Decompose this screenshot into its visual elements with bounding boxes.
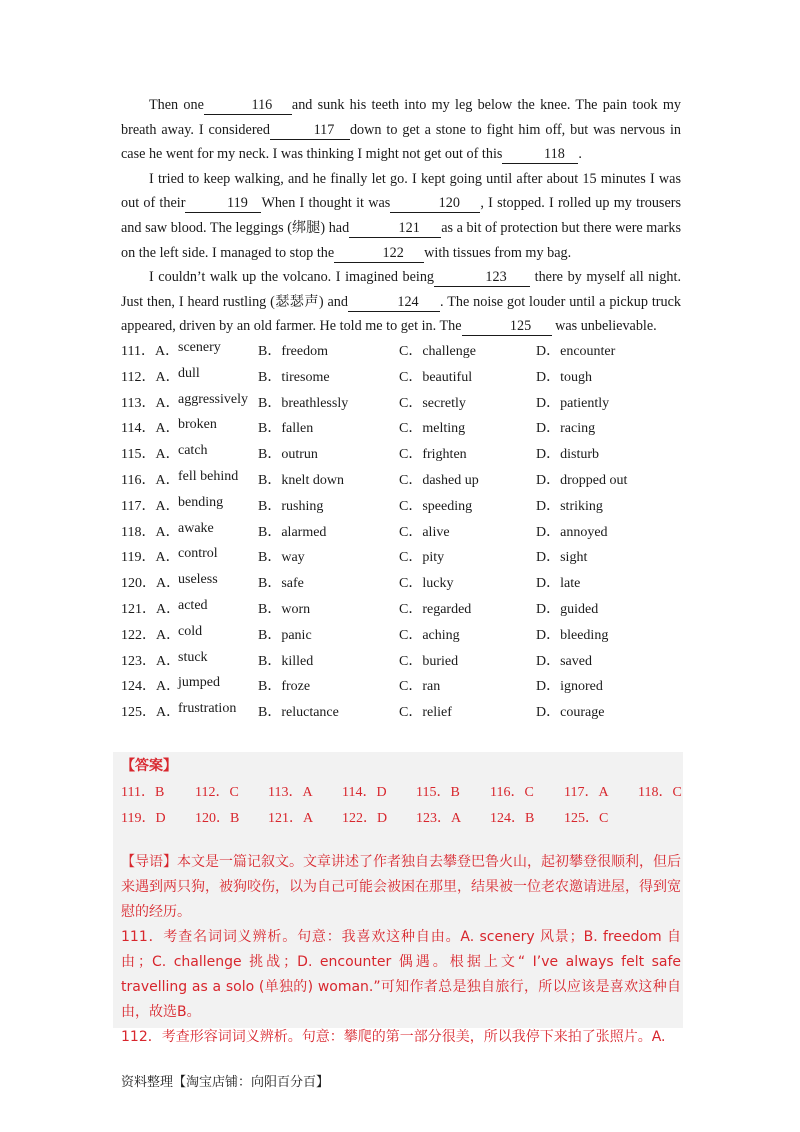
option-b: B．knelt down — [258, 472, 344, 488]
answer-item: 123．A — [416, 811, 462, 826]
option-b: B．panic — [258, 627, 312, 643]
option-b: B．reluctance — [258, 705, 339, 721]
option-a: control — [178, 546, 218, 562]
option-c: C．alive — [399, 524, 450, 540]
text: I tried to keep walking, and he finally let go. I kept going until after about 15 minutes I was out of their — [121, 170, 681, 212]
option-d: D．guided — [536, 601, 599, 617]
cloze-passage — [121, 93, 681, 339]
answer-options — [121, 340, 681, 727]
text: When I thought it was — [261, 195, 391, 212]
option-c: C．speeding — [399, 498, 473, 514]
option-row — [121, 495, 681, 521]
text: with tissues from my bag. — [424, 244, 572, 261]
option-d: D．annoyed — [536, 524, 608, 540]
text: down to get a stone to fight him off, but was nervous in case he went for my neck. I was thinking I might not get out of this — [121, 121, 681, 163]
paragraph-2 — [121, 167, 681, 265]
question-number: 113．A． — [121, 395, 180, 411]
option-c: C．relief — [399, 705, 452, 721]
option-c: C．melting — [399, 421, 466, 437]
answer-item: 116．C — [490, 785, 534, 800]
explanation — [121, 850, 681, 1050]
option-row — [121, 521, 681, 547]
question-number: 123．A． — [121, 653, 181, 669]
option-c: C．frighten — [399, 447, 467, 463]
answer-item: 117．A — [564, 785, 609, 800]
text: and sunk his teeth into my leg below the knee. The pain took my breath away. I considered — [121, 97, 681, 138]
blank-120: 120 — [390, 195, 480, 213]
explanation-112: 112．考查形容词词义辨析。句意：攀爬的第一部分很美，所以我停下来拍了张照片。A. — [121, 1029, 666, 1045]
question-number: 117．A． — [121, 498, 180, 514]
blank-119: 119 — [185, 195, 261, 213]
answer-item: 121．A — [268, 811, 314, 826]
option-d: D．late — [536, 576, 581, 592]
option-row — [121, 675, 681, 701]
option-d: D．racing — [536, 421, 596, 437]
option-row — [121, 701, 681, 727]
option-a: scenery — [178, 340, 221, 355]
option-b: B．fallen — [258, 421, 314, 437]
answer-item: 113．A — [268, 785, 313, 800]
option-a: stuck — [178, 649, 208, 665]
text: , I stopped. I rolled up my trousers and saw blood. The leggings (绑腿) had — [121, 195, 682, 236]
option-d: D．disturb — [536, 447, 599, 463]
question-number: 111．A． — [121, 344, 180, 359]
option-row — [121, 417, 681, 443]
option-d: D．bleeding — [536, 627, 609, 643]
answer-item: 114．D — [342, 785, 387, 800]
option-b: B．worn — [258, 601, 311, 617]
option-b: B．freedom — [258, 344, 328, 359]
blank-118: 118 — [502, 146, 578, 164]
option-d: D．ignored — [536, 679, 603, 695]
option-d: D．patiently — [536, 395, 610, 411]
blank-124: 124 — [348, 294, 440, 312]
text: . — [578, 146, 582, 163]
option-d: D．striking — [536, 498, 603, 514]
option-b: B．breathlessly — [258, 395, 349, 411]
blank-125: 125 — [462, 318, 552, 336]
option-c: C．ran — [399, 679, 441, 695]
option-row — [121, 392, 681, 418]
option-a: cold — [178, 623, 203, 639]
answer-item: 111．B — [121, 785, 165, 800]
blank-121: 121 — [349, 220, 441, 238]
option-b: B．rushing — [258, 498, 324, 514]
answer-item: 115．B — [416, 785, 460, 800]
blank-116: 116 — [204, 97, 292, 115]
option-c: C．regarded — [399, 601, 472, 617]
question-number: 118．A． — [121, 524, 180, 540]
paragraph-1 — [121, 93, 681, 167]
text: was unbelievable. — [555, 318, 657, 335]
answer-title: 【答案】 — [121, 758, 177, 774]
option-b: B．alarmed — [258, 524, 327, 540]
answer-item: 112．C — [195, 785, 239, 800]
footer: 资料整理【淘宝店铺：向阳百分百】 — [121, 1075, 330, 1090]
text: Then one — [149, 97, 204, 113]
option-row — [121, 650, 681, 676]
option-row — [121, 443, 681, 469]
text: I couldn’t walk up the volcano. I imagined being — [149, 269, 435, 286]
option-a: acted — [178, 597, 208, 613]
option-a: dull — [178, 365, 200, 381]
option-b: B．way — [258, 550, 305, 566]
option-a: fell behind — [178, 468, 239, 484]
option-a: useless — [178, 572, 218, 588]
explanation-111: 111．考查名词词义辨析。句意：我喜欢这种自由。A. scenery 风景；B. freedom 自由；C. challenge 挑战；D. encounter 偶遇。根据上文“ I’ve always felt safe travelling as a solo (单独的) woman.”可知作者总是独自旅行，所以应该是喜欢这种自由，故选B。 — [121, 929, 681, 1020]
answer-item: 118．C — [638, 785, 682, 800]
option-c: C．aching — [399, 627, 460, 643]
text: there by myself all night. Just then, I heard rustling (瑟瑟声) and — [121, 269, 682, 310]
option-row — [121, 624, 681, 650]
explanation-intro: 【导语】本文是一篇记叙文。文章讲述了作者独自去攀登巴鲁火山，起初攀登很顺利，但后来遇到两只狗，被狗咬伤，以为自己可能会被困在那里，结果被一位老农邀请进屋，得到宽慰的经历。 — [121, 854, 681, 920]
option-row — [121, 572, 681, 598]
option-b: B．killed — [258, 653, 314, 669]
option-b: B．froze — [258, 679, 311, 695]
option-d: D．tough — [536, 369, 592, 385]
option-c: C．lucky — [399, 576, 454, 592]
option-d: D．courage — [536, 705, 605, 721]
option-a: catch — [178, 443, 208, 459]
question-number: 112．A． — [121, 369, 180, 385]
option-a: frustration — [178, 701, 237, 717]
answer-item: 119．D — [121, 811, 166, 826]
option-b: B．outrun — [258, 447, 318, 463]
option-row — [121, 469, 681, 495]
question-number: 122．A． — [121, 627, 181, 643]
option-c: C．pity — [399, 550, 445, 566]
paragraph-3 — [121, 265, 681, 339]
option-b: B．safe — [258, 576, 304, 592]
question-number: 115．A． — [121, 447, 180, 463]
option-b: B．tiresome — [258, 369, 330, 385]
option-row — [121, 546, 681, 572]
option-a: awake — [178, 520, 214, 536]
option-a: broken — [178, 417, 217, 433]
option-c: C．beautiful — [399, 369, 473, 385]
option-c: C．dashed up — [399, 472, 479, 488]
question-number: 120．A． — [121, 576, 181, 592]
answer-item: 125．C — [564, 811, 609, 826]
option-a: aggressively — [178, 391, 248, 407]
option-c: C．secretly — [399, 395, 466, 411]
option-row — [121, 366, 681, 392]
option-a: jumped — [178, 675, 220, 691]
question-number: 119．A． — [121, 550, 180, 566]
question-number: 121．A． — [121, 601, 181, 617]
question-number: 116．A． — [121, 472, 180, 488]
text: as a bit of protection but there were marks on the left side. I managed to stop the — [121, 219, 681, 261]
option-d: D．sight — [536, 550, 588, 566]
option-d: D．encounter — [536, 344, 616, 359]
option-a: bending — [178, 494, 224, 510]
option-row — [121, 340, 681, 366]
question-number: 125．A． — [121, 705, 181, 721]
blank-123: 123 — [434, 269, 530, 287]
question-number: 114．A． — [121, 421, 180, 437]
blank-122: 122 — [334, 245, 424, 263]
answer-item: 120．B — [195, 811, 240, 826]
answer-item: 124．B — [490, 811, 535, 826]
option-c: C．buried — [399, 653, 459, 669]
blank-117: 117 — [270, 122, 350, 140]
question-number: 124．A． — [121, 679, 181, 695]
text: . The noise got louder until a pickup truck appeared, driven by an old farmer. He told me to get in. The — [121, 293, 681, 335]
option-c: C．challenge — [399, 344, 476, 359]
option-d: D．saved — [536, 653, 592, 669]
option-row — [121, 598, 681, 624]
option-d: D．dropped out — [536, 472, 628, 488]
answer-item: 122．D — [342, 811, 388, 826]
